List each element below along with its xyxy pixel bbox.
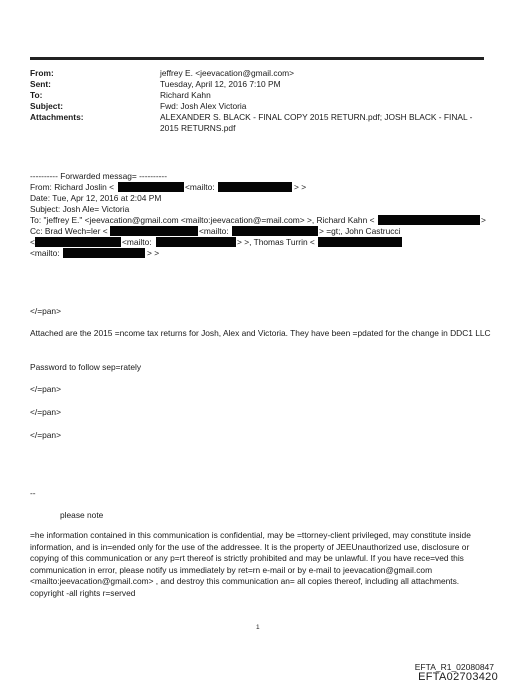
please-note: please note [60, 510, 104, 520]
fwd-line4-lt: < [30, 237, 35, 247]
attachments-value: ALEXANDER S. BLACK - FINAL COPY 2015 RETURN.pdf; JOSH BLACK - FINAL - 2015 RETURNS.pdf [160, 112, 473, 133]
fwd-cc-prefix: Cc: Brad Wech=ler < [30, 226, 108, 236]
fwd-cc-mailto: <mailto: [199, 226, 229, 236]
redaction-box [35, 237, 121, 247]
from-value: jeffrey E. <jeevacation@gmail.com> [160, 68, 295, 78]
span-artifact: </=pan> [30, 430, 61, 440]
fwd-date: Date: Tue, Apr 12, 2016 at 2:04 PM [30, 193, 162, 203]
fwd-line4-mailto: <mailto: [122, 237, 152, 247]
fwd-subject: Subject: Josh Ale= Victoria [30, 204, 130, 214]
span-artifact: </=pan> [30, 306, 61, 316]
fwd-line5-mailto: <mailto: [30, 248, 60, 258]
fwd-cc-close: > =gt;, John Castrucci [319, 226, 401, 236]
redaction-box [232, 226, 318, 236]
bates-number-2: EFTA02703420 [418, 671, 498, 683]
from-label: From: [30, 68, 54, 78]
header-rule [30, 57, 484, 60]
page-number: 1 [256, 624, 260, 631]
password-line: Password to follow sep=rately [30, 362, 142, 372]
fwd-line5-close: > > [147, 248, 160, 258]
to-label: To: [30, 90, 43, 100]
fwd-mailto: <mailto: [185, 182, 215, 192]
fwd-close: > > [294, 182, 307, 192]
fwd-to-line: To: "jeffrey E." <jeevacation@gmail.com <mailto:jeevacation@=mail.com> >, Richard Kahn < [30, 215, 375, 225]
fwd-line4-close: > >, Thomas Turrin < [237, 237, 315, 247]
signature-dashes: -- [30, 488, 36, 498]
attached-paragraph: Attached are the 2015 =ncome tax returns for Josh, Alex and Victoria. They have been =pdated for the change in DDC1 LLC [30, 328, 491, 338]
redaction-box [110, 226, 198, 236]
subject-label: Subject: [30, 101, 64, 111]
subject-value: Fwd: Josh Alex Victoria [160, 101, 247, 111]
fwd-to-close: > [481, 215, 486, 225]
sent-label: Sent: [30, 79, 51, 89]
forwarded-divider: ---------- Forwarded messag= ---------- [30, 171, 168, 181]
span-artifact: </=pan> [30, 407, 61, 417]
bates-number-1: EFTA_R1_02080847 [414, 662, 494, 672]
span-artifact: </=pan> [30, 384, 61, 394]
redaction-box [318, 237, 402, 247]
redaction-box [118, 182, 184, 192]
to-value: Richard Kahn [160, 90, 211, 100]
confidentiality-notice: =he information contained in this communication is confidential, may be =ttorney-client privileged, may constitute inside information, and is in=ended only for the use of the addressee. It is the property of JEEUnauthorized use, disclosure or copying of this communication or any p=rt thereof is strictly prohibited and may be unlawful. If you have rece=ved this communication in error, please notify us immediately by ret=rn e-mail or by e-mail to jeevacation@gmail.com <mailto:jeevacation@gmail.com> , and destroy this communication an= all copies thereof, including all attachments. copyright -all rights r=served [30, 530, 471, 598]
redaction-box [63, 248, 145, 258]
redaction-box [156, 237, 236, 247]
attachments-label: Attachments: [30, 112, 84, 122]
fwd-from-prefix: From: Richard Joslin < [30, 182, 115, 192]
sent-value: Tuesday, April 12, 2016 7:10 PM [160, 79, 281, 89]
redaction-box [378, 215, 480, 225]
redaction-box [218, 182, 292, 192]
